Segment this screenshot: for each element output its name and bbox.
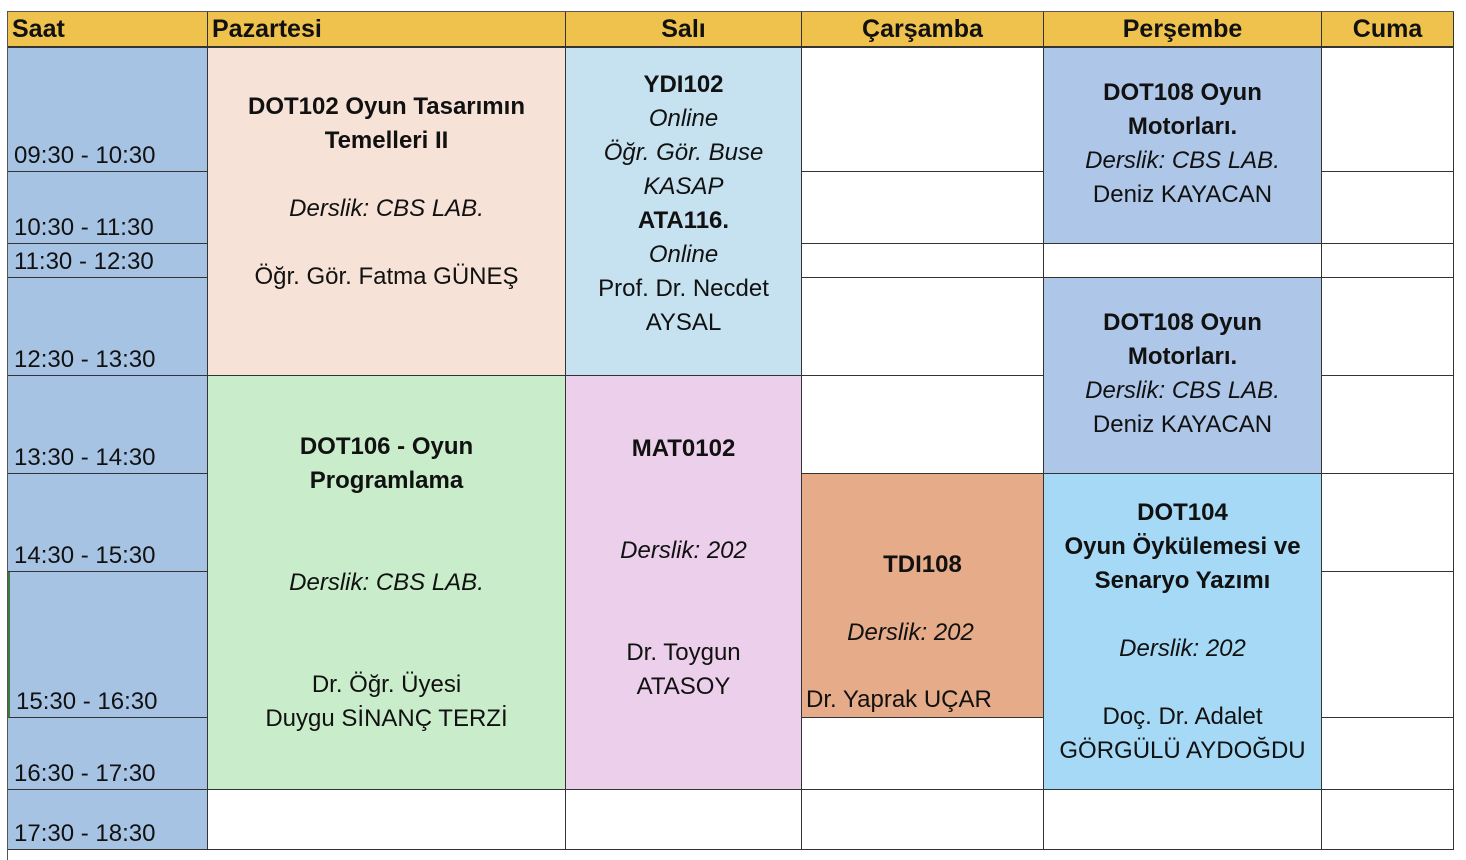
course-code: YDI102: [643, 70, 724, 98]
header-carsamba[interactable]: Çarşamba: [802, 12, 1044, 48]
course-dot106[interactable]: [208, 376, 566, 790]
course-teacher: GÖRGÜLÜ AYDOĞDU: [1059, 736, 1306, 764]
course-title: DOT108 Oyun: [1103, 308, 1262, 336]
course-title: Programlama: [309, 466, 464, 494]
empty-cell[interactable]: [1322, 278, 1454, 376]
time-cell[interactable]: 13:30 - 14:30: [8, 376, 208, 474]
header-pazartesi[interactable]: Pazartesi: [208, 12, 566, 48]
empty-cell[interactable]: [1322, 172, 1454, 244]
course-title: Motorları.: [1127, 342, 1238, 370]
empty-cell[interactable]: [802, 790, 1044, 850]
course-code: ATA116.: [637, 206, 730, 234]
empty-cell[interactable]: [1322, 790, 1454, 850]
course-teacher: Duygu SİNANÇ TERZİ: [265, 704, 508, 732]
empty-cell[interactable]: [802, 244, 1044, 278]
course-mat0102[interactable]: [566, 376, 802, 790]
course-teacher: Prof. Dr. Necdet: [598, 274, 769, 302]
empty-cell[interactable]: [208, 790, 566, 850]
header-cuma[interactable]: Cuma: [1322, 12, 1454, 48]
header-persembe[interactable]: Perşembe: [1044, 12, 1322, 48]
empty-cell[interactable]: [1322, 718, 1454, 790]
header-saat[interactable]: Saat: [8, 12, 208, 48]
course-teacher: ATASOY: [636, 672, 731, 700]
time-cell[interactable]: 14:30 - 15:30: [8, 474, 208, 572]
course-title: Oyun Öykülemesi ve: [1064, 532, 1301, 560]
course-title: DOT104: [1137, 498, 1228, 526]
empty-cell[interactable]: [802, 172, 1044, 244]
course-teacher: Deniz KAYACAN: [1092, 180, 1273, 208]
course-code: TDI108: [883, 551, 962, 578]
time-cell[interactable]: 17:30 - 18:30: [8, 790, 208, 850]
course-teacher: AYSAL: [645, 308, 722, 336]
empty-cell[interactable]: [1322, 376, 1454, 474]
empty-cell[interactable]: [802, 376, 1044, 474]
time-cell[interactable]: 12:30 - 13:30: [8, 278, 208, 376]
empty-cell[interactable]: [1322, 244, 1454, 278]
course-code: MAT0102: [631, 434, 736, 462]
empty-cell[interactable]: [802, 278, 1044, 376]
course-title: DOT108 Oyun: [1103, 78, 1262, 106]
course-dot108[interactable]: [1044, 278, 1322, 474]
course-mode: Online: [648, 104, 719, 132]
empty-cell[interactable]: [1322, 572, 1454, 718]
course-tdi108[interactable]: [802, 474, 1044, 718]
course-title: Motorları.: [1127, 112, 1238, 140]
course-teacher: Deniz KAYACAN: [1092, 410, 1273, 438]
empty-cell[interactable]: [802, 48, 1044, 172]
course-dot104[interactable]: [1044, 474, 1322, 790]
empty-cell[interactable]: [1322, 48, 1454, 172]
course-title: DOT106 - Oyun: [299, 432, 474, 460]
course-room: Derslik: 202: [1119, 634, 1246, 662]
header-sali[interactable]: Salı: [566, 12, 802, 48]
course-title: Senaryo Yazımı: [1094, 566, 1271, 594]
course-teacher: KASAP: [643, 172, 724, 200]
course-teacher: Doç. Dr. Adalet: [1102, 702, 1263, 730]
course-teacher: Öğr. Gör. Fatma GÜNEŞ: [254, 262, 519, 290]
course-dot108[interactable]: [1044, 48, 1322, 244]
course-room: Derslik: CBS LAB.: [1085, 146, 1280, 174]
empty-cell[interactable]: [802, 718, 1044, 790]
course-teacher: Dr. Öğr. Üyesi: [311, 670, 462, 698]
time-cell[interactable]: 09:30 - 10:30: [8, 48, 208, 172]
course-mode: Online: [648, 240, 719, 268]
empty-cell[interactable]: [1044, 790, 1322, 850]
time-cell[interactable]: 15:30 - 16:30: [8, 572, 208, 718]
course-teacher: Dr. Yaprak UÇAR: [806, 686, 992, 713]
course-dot102[interactable]: [208, 48, 566, 376]
course-room: Derslik: CBS LAB.: [289, 568, 484, 596]
empty-cell[interactable]: [566, 790, 802, 850]
time-cell[interactable]: 10:30 - 11:30: [8, 172, 208, 244]
course-room: Derslik: CBS LAB.: [289, 194, 484, 222]
empty-cell[interactable]: [1322, 474, 1454, 572]
time-cell[interactable]: 11:30 - 12:30: [8, 244, 208, 278]
course-room: Derslik: CBS LAB.: [1085, 376, 1280, 404]
course-title: Temelleri II: [324, 126, 449, 154]
course-room: Derslik: 202: [620, 536, 747, 564]
time-cell[interactable]: 16:30 - 17:30: [8, 718, 208, 790]
course-teacher: Öğr. Gör. Buse: [603, 138, 764, 166]
course-teacher: Dr. Toygun: [626, 638, 741, 666]
course-ydi102-ata116[interactable]: [566, 48, 802, 376]
course-title: DOT102 Oyun Tasarımın: [248, 92, 525, 120]
course-room: Derslik: 202: [847, 618, 974, 646]
empty-cell[interactable]: [1044, 244, 1322, 278]
